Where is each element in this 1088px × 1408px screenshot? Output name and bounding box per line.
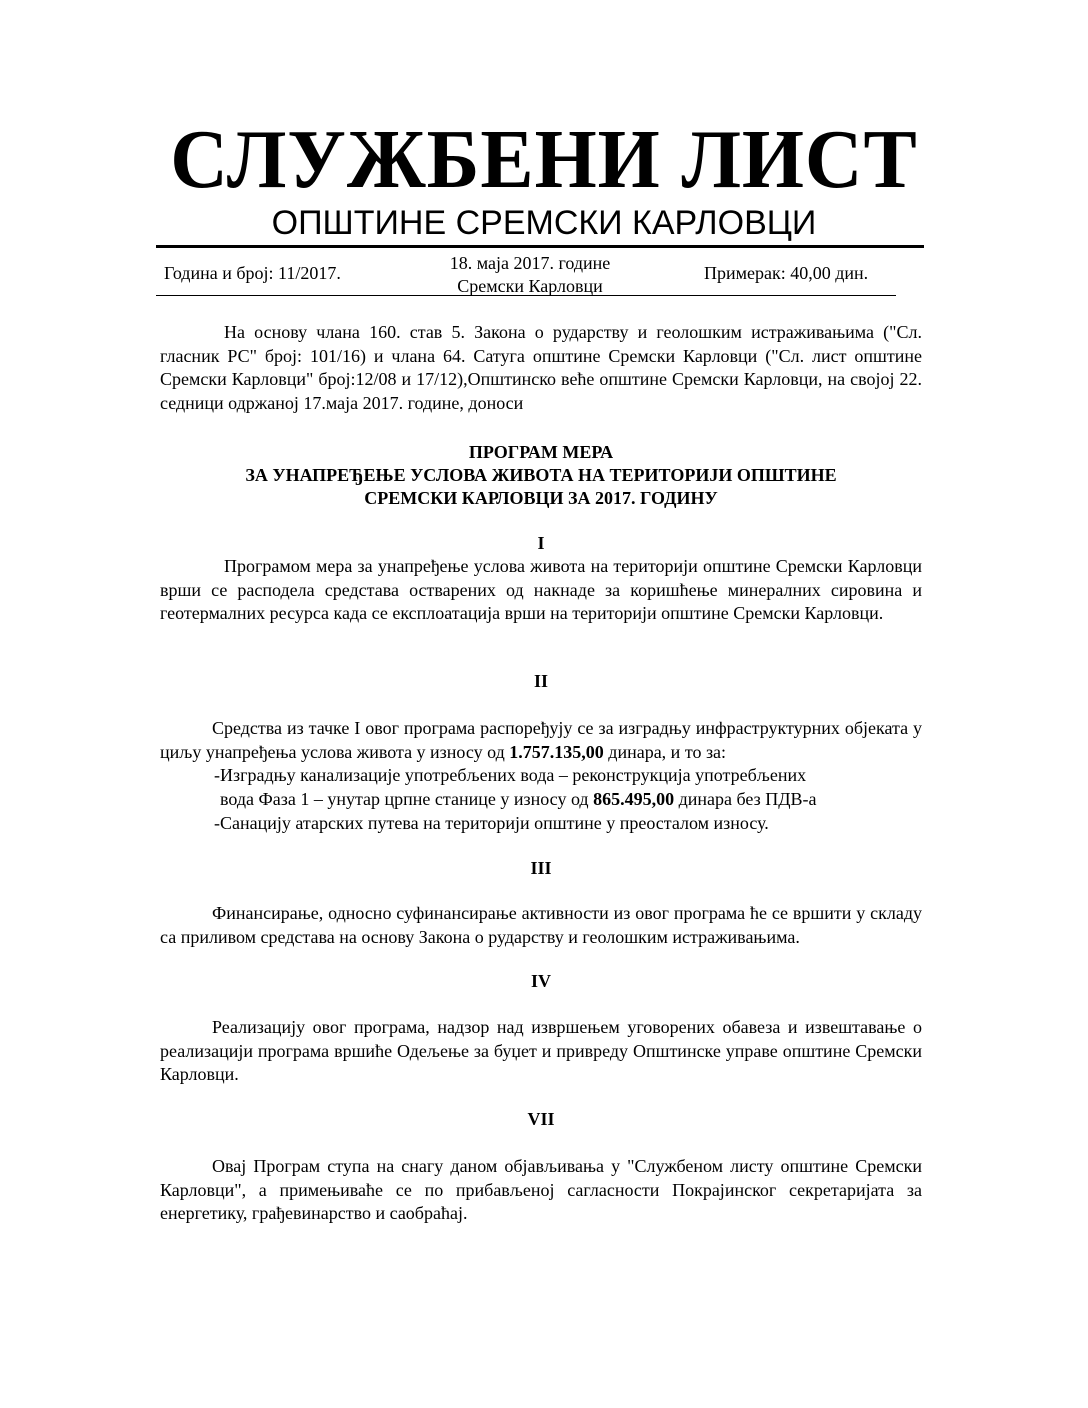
program-title-line1: ПРОГРАМ МЕРА — [468, 442, 614, 462]
section-2-total-amount: 1.757.135,00 — [509, 741, 604, 762]
section-number-1: I — [537, 533, 545, 553]
program-title-line2: ЗА УНАПРЕЂЕЊЕ УСЛОВА ЖИВОТА НА ТЕРИТОРИЈИ ОПШТИНЕ — [245, 465, 837, 485]
section-number-3: III — [530, 858, 552, 878]
section-2-item-1-text-a: вода Фаза 1 – унутар црпне станице у износу од — [220, 789, 594, 809]
program-title — [160, 441, 922, 510]
section-2-item-1-text-b: динара без ПДВ-а — [674, 789, 817, 809]
section-2-item-1-amount: 865.495,00 — [593, 789, 675, 809]
issue-date-place — [400, 252, 660, 298]
section-1-paragraph: Програмом мера за унапређење услова живота на територији општине Сремски Карловци врши се расподела средстава остварених од накнаде за коришћење минералних сировина и геотермалних ресурса када се експлоатација врши на територији општине Сремски Карловци. — [160, 556, 922, 623]
section-2-paragraph — [160, 717, 922, 764]
section-2-item-1-line-1: -Изградњу канализације употребљених вода – реконструкција употребљених — [214, 765, 807, 785]
issue-place: Сремски Карловци — [457, 276, 603, 296]
issue-price: Примерак: 40,00 дин. — [704, 263, 869, 283]
masthead-rule-top — [156, 245, 924, 248]
section-2-text-b: динара, и то за: — [603, 741, 727, 762]
section-number-4: IV — [530, 971, 551, 991]
section-2-item-1-line-2 — [220, 787, 817, 811]
issue-number: Година и број: 11/2017. — [164, 263, 341, 283]
masthead-rule-bottom — [156, 295, 896, 296]
section-7-paragraph: Овај Програм ступа на снагу даном објављивања у "Службеном листу општине Сремски Карловци", а примењиваће се по прибављеној сагласности Покрајинског секретаријата за енергетику, грађевинарство и саобраћај. — [160, 1156, 922, 1223]
program-title-line3: СРЕМСКИ КАРЛОВЦИ ЗА 2017. ГОДИНУ — [364, 488, 718, 508]
section-number-7: VII — [527, 1109, 555, 1129]
section-number-2: II — [533, 671, 548, 691]
section-4-paragraph: Реализацију овог програма, надзор над извршењем уговорених обавеза и извештавање о реализацији програма вршиће Одељење за буџет и привреду Општинске управе општине Сремски Карловци. — [160, 1017, 922, 1084]
issue-date: 18. маја 2017. године — [449, 253, 611, 273]
section-2-text-a: Средства из тачке I овог програма распоређују се за изградњу инфраструктурних објеката у циљу унапређења услова живота у износу од — [160, 718, 922, 762]
masthead-subtitle: ОПШТИНЕ СРЕМСКИ КАРЛОВЦИ — [271, 204, 817, 242]
preamble-paragraph: На основу члана 160. став 5. Закона о рударству и геолошким истраживањима ("Сл. гласник РС" број: 101/16) и члана 64. Сатуга општине Сремски Карловци ("Сл. лист општине Сремски Карловци" број:12/08 и 17/12),Општинско веће општине Сремски Карловци, на својој 22. седници одржаној 17.маја 2017. године, доноси — [160, 322, 922, 413]
masthead-title: СЛУЖБЕНИ ЛИСТ — [170, 113, 918, 206]
section-2-item-2: -Санацију атарских путева на територији општине у преосталом износу. — [214, 813, 769, 833]
section-3-paragraph: Финансирање, односно суфинансирање активности из овог програма ће се вршити у складу са приливом средстава на основу Закона о рударству и геолошким истраживањима. — [160, 903, 922, 947]
